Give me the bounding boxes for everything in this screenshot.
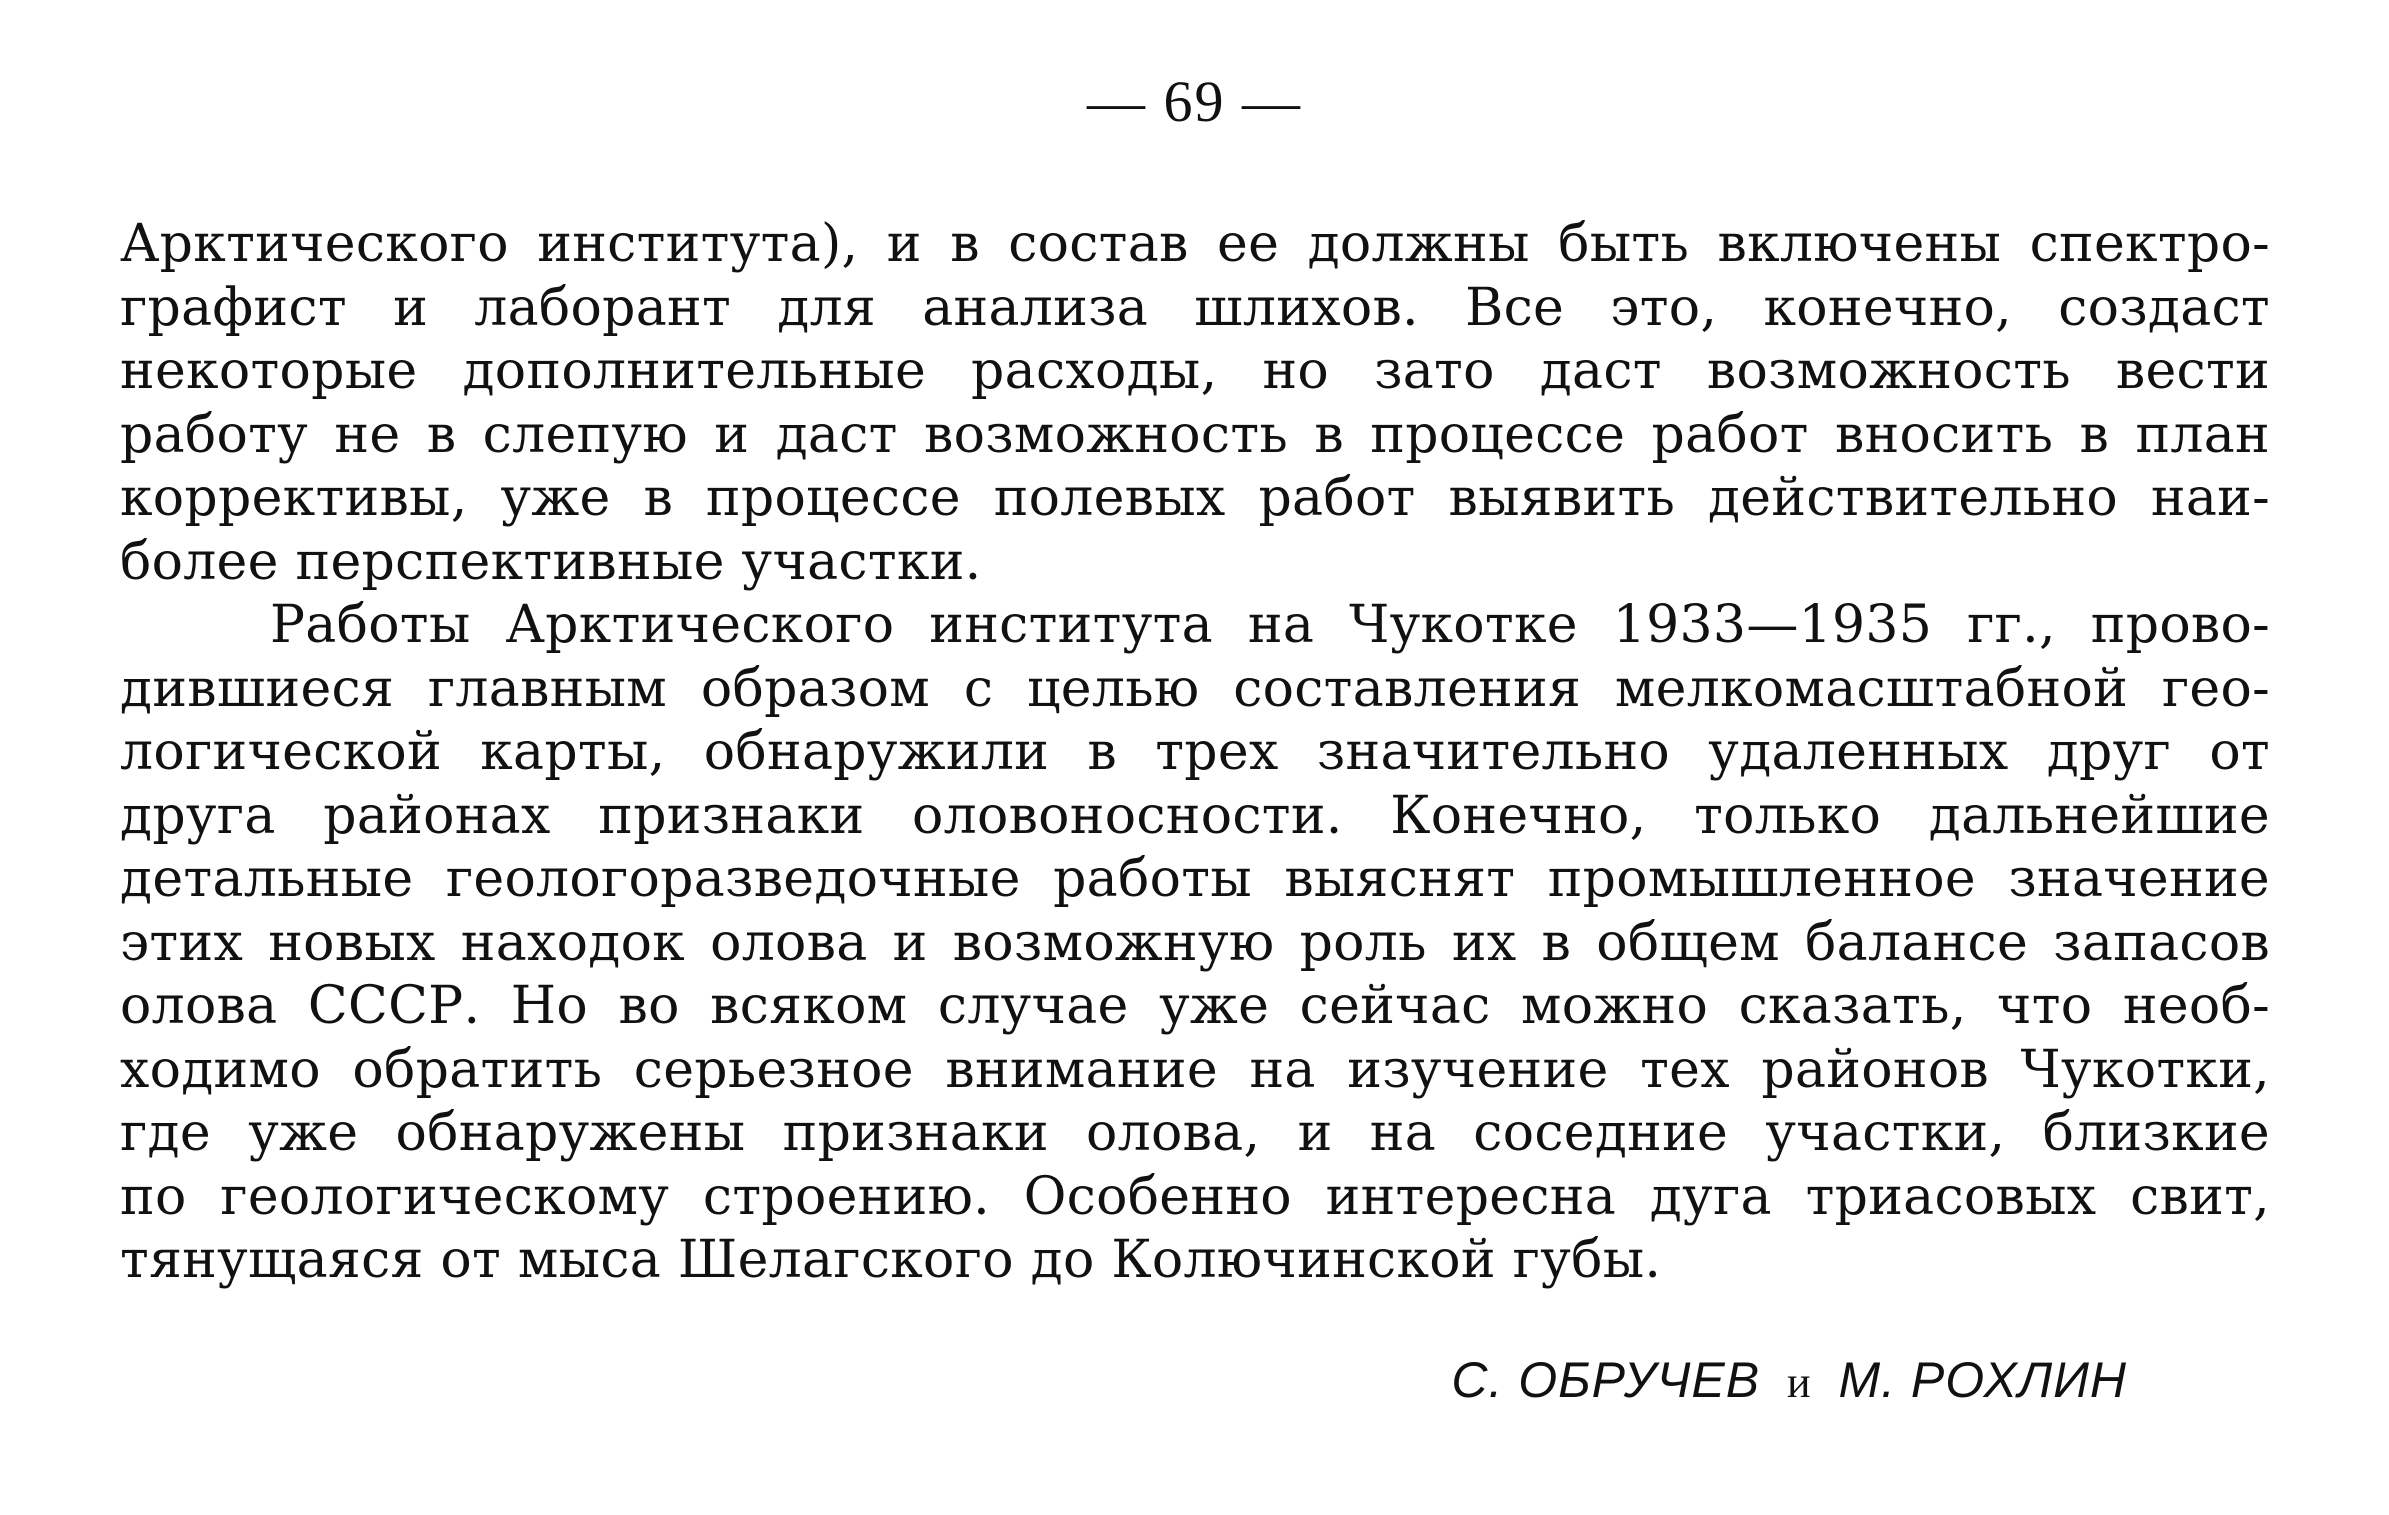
text-line: тянущаяся от мыса Шелагского до Колючинской губы. [120, 1230, 1662, 1290]
text-line: дившиеся главным образом с целью составления мелкомасштабной гео- [120, 658, 2270, 719]
text-line: этих новых находок олова и возможную роль их в общем балансе запасов [120, 912, 2270, 973]
text-line: более перспективные участки. [120, 531, 982, 592]
text-line: олова СССР. Но во всяком случае уже сейчас можно сказать, что необ- [120, 976, 2270, 1036]
text-line: Арктического института), и в состав ее должны быть включены спектро- [120, 214, 2270, 274]
body-text [120, 213, 2270, 1293]
text-line: графист и лаборант для анализа шлихов. Все это, конечно, создаст [120, 277, 2270, 338]
author-name-1: С. ОБРУЧЕВ [1451, 1352, 1761, 1408]
author-signature [1451, 1345, 2127, 1418]
text-line: друга районах признаки оловоносности. Конечно, только дальнейшие [120, 785, 2270, 846]
author-name-2: М. РОХЛИН [1838, 1352, 2127, 1408]
text-line: где уже обнаружены признаки олова, и на соседние участки, близкие [120, 1103, 2270, 1163]
author-conjunction: и [1787, 1358, 1812, 1407]
text-line: логической карты, обнаружили в трех значительно удаленных друг от [120, 722, 2270, 782]
text-line: ходимо обратить серьезное внимание на изучение тех районов Чукотки, [120, 1039, 2270, 1100]
text-line: по геологическому строению. Особенно интересна дуга триасовых свит, [120, 1166, 2270, 1227]
text-line: коррективы, уже в процессе полевых работ выявить действительно наи- [120, 468, 2270, 528]
text-line: работу не в слепую и даст возможность в процессе работ вносить в план [120, 404, 2270, 465]
paragraph-start-line: Работы Арктического института на Чукотке 1933—1935 гг., прово- [270, 595, 2270, 655]
page-number: — 69 — [1087, 69, 1302, 134]
text-line: некоторые дополнительные расходы, но зато даст возможность вести [120, 341, 2270, 401]
text-line: детальные геологоразведочные работы выяснят промышленное значение [120, 849, 2270, 909]
